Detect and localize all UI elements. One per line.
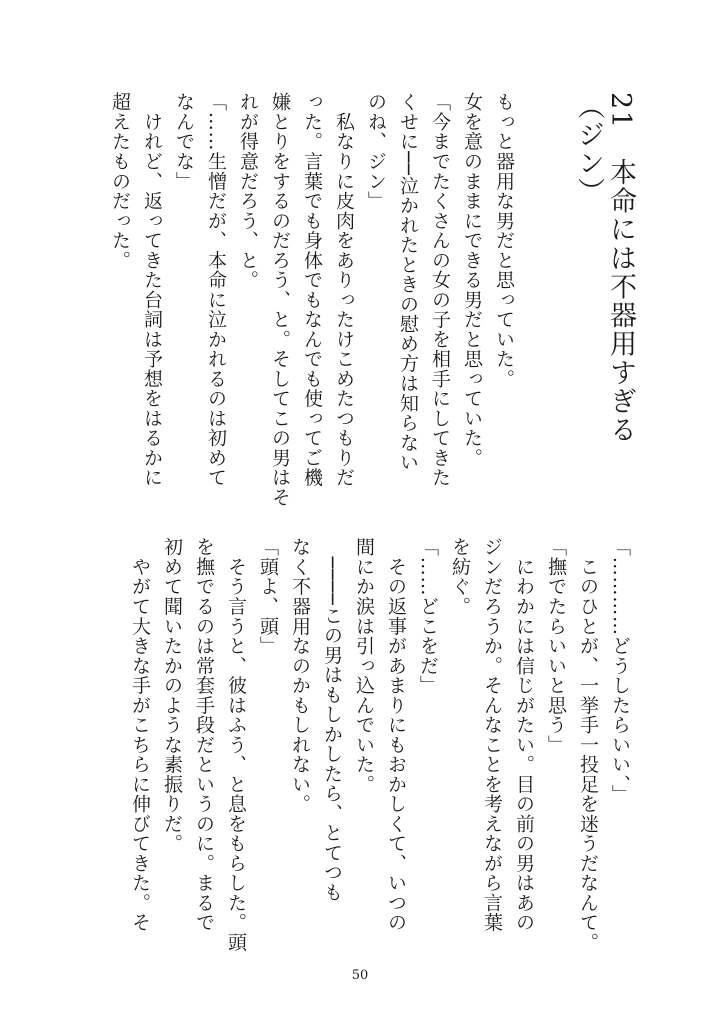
- text-line: を撫でるのは常套手段だというのに。まるで: [193, 537, 215, 933]
- chapter-title: 本命には不器用すぎる（ジン）: [573, 92, 636, 445]
- text-line: 初めて聞いたかのような素振りだ。: [161, 537, 183, 854]
- text-line: もっと器用な男だと思っていた。: [493, 92, 515, 389]
- text-line: そう言うと、彼はふう、と息をもらした。頭: [225, 537, 247, 952]
- page-number: 50: [351, 968, 369, 983]
- text-line: れが得意だろう、と。: [237, 92, 259, 290]
- text-line: 間にか涙は引っ込んでいた。: [353, 537, 375, 794]
- text-line: 「頭よ、頭」: [257, 537, 279, 656]
- text-line: 女を意のままにできる男だと思っていた。: [461, 92, 483, 468]
- text-line: 「……生憎だが、本命に泣かれるのは初めて: [205, 92, 227, 488]
- text-line: 超えたものだった。: [109, 92, 131, 270]
- text-line: けれど、返ってきた台詞は予想をはるかに: [141, 92, 163, 488]
- text-line: ジンだろうか。そんなことを考えながら言葉: [481, 537, 503, 933]
- text-line: やがて大きな手がこちらに伸びてきた。そ: [129, 537, 151, 933]
- text-line: を紡ぐ。: [449, 537, 471, 617]
- text-line: なく不器用なのかもしれない。: [289, 537, 311, 814]
- upper-text-block: [104, 92, 636, 507]
- text-line: のね、ジン」: [365, 92, 387, 211]
- text-line: 「…………どうしたらいい、」: [609, 537, 631, 805]
- text-line: 「今までたくさんの女の子を相手にしてきた: [429, 92, 451, 488]
- text-line: その返事があまりにもおかしくて、いつの: [385, 537, 407, 933]
- chapter-number: 21: [605, 92, 636, 130]
- chapter-heading: [572, 92, 636, 487]
- text-line: 「撫でたらいいと思う」: [545, 537, 567, 755]
- text-line: にわかには信じがたい。目の前の男はあの: [513, 537, 535, 933]
- text-line: このひとが、一挙手一投足を迷うだなんて。: [577, 537, 599, 952]
- text-line: 「……どこをだ」: [417, 537, 439, 696]
- lower-text-block: [124, 537, 636, 957]
- text-line: ────この男はもしかしたら、とてつも: [321, 537, 343, 902]
- text-line: なんでな」: [173, 92, 195, 191]
- text-line: 私なりに皮肉をありったけこめたつもりだ: [333, 92, 355, 488]
- text-line: 嫌とりをするのだろう、と。そしてこの男はそ: [269, 92, 291, 507]
- text-line: くせに──泣かれたときの慰め方は知らない: [397, 92, 419, 473]
- text-line: った。言葉でも身体でもなんでも使ってご機: [301, 92, 323, 488]
